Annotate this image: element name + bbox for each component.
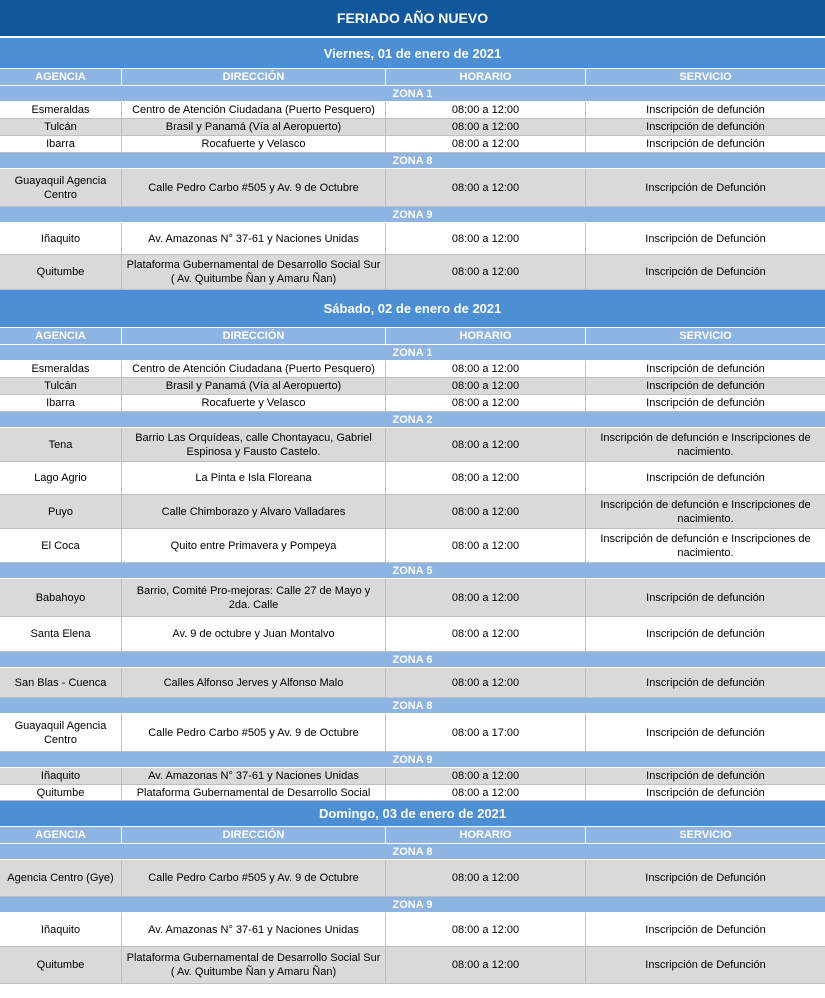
- table-row: [0, 668, 825, 698]
- zone-header: ZONA 8: [0, 844, 825, 860]
- agency-cell: Guayaquil Agencia Centro: [0, 714, 122, 751]
- agency-cell: Tulcán: [0, 119, 122, 135]
- agency-cell: Agencia Centro (Gye): [0, 860, 122, 896]
- service-cell: Inscripción de defunción: [586, 361, 825, 377]
- service-cell: Inscripción de defunción: [586, 136, 825, 152]
- day-header: Domingo, 03 de enero de 2021: [0, 801, 825, 827]
- address-cell: Quito entre Primavera y Pompeya: [122, 529, 386, 562]
- service-cell: Inscripción de defunción e Inscripciones de nacimiento.: [586, 495, 825, 528]
- address-cell: Calle Chimborazo y Alvaro Valladares: [122, 495, 386, 528]
- agency-cell: Tulcán: [0, 378, 122, 394]
- zone-header: ZONA 8: [0, 698, 825, 714]
- zone-header: ZONA 6: [0, 652, 825, 668]
- table-row: [0, 361, 825, 378]
- table-row: [0, 136, 825, 153]
- agency-cell: Guayaquil Agencia Centro: [0, 169, 122, 206]
- agency-cell: Esmeraldas: [0, 361, 122, 377]
- service-cell: Inscripción de defunción: [586, 462, 825, 494]
- hours-cell: 08:00 a 12:00: [386, 428, 586, 461]
- hours-cell: 08:00 a 12:00: [386, 913, 586, 946]
- service-cell: Inscripción de Defunción: [586, 947, 825, 983]
- address-cell: Av. Amazonas N° 37-61 y Naciones Unidas: [122, 223, 386, 254]
- day-header: Viernes, 01 de enero de 2021: [0, 38, 825, 69]
- agency-cell: Ibarra: [0, 395, 122, 411]
- service-cell: Inscripción de defunción: [586, 785, 825, 800]
- column-header-servicio: SERVICIO: [586, 69, 825, 85]
- hours-cell: 08:00 a 12:00: [386, 223, 586, 254]
- address-cell: Centro de Atención Ciudadana (Puerto Pesquero): [122, 102, 386, 118]
- table-row: [0, 579, 825, 617]
- zone-header: ZONA 9: [0, 897, 825, 913]
- column-header-agencia: AGENCIA: [0, 328, 122, 344]
- hours-cell: 08:00 a 12:00: [386, 102, 586, 118]
- hours-cell: 08:00 a 12:00: [386, 529, 586, 562]
- service-cell: Inscripción de defunción: [586, 395, 825, 411]
- hours-cell: 08:00 a 12:00: [386, 255, 586, 289]
- hours-cell: 08:00 a 12:00: [386, 768, 586, 784]
- column-header-agencia: AGENCIA: [0, 69, 122, 85]
- agency-cell: Esmeraldas: [0, 102, 122, 118]
- address-cell: Av. Amazonas N° 37-61 y Naciones Unidas: [122, 913, 386, 946]
- column-header-direccion: DIRECCIÓN: [122, 69, 386, 85]
- agency-cell: Iñaquito: [0, 913, 122, 946]
- agency-cell: San Blas - Cuenca: [0, 668, 122, 697]
- agency-cell: Quitumbe: [0, 947, 122, 983]
- hours-cell: 08:00 a 12:00: [386, 947, 586, 983]
- column-header-servicio: SERVICIO: [586, 328, 825, 344]
- address-cell: Rocafuerte y Velasco: [122, 136, 386, 152]
- table-row: [0, 785, 825, 801]
- service-cell: Inscripción de Defunción: [586, 255, 825, 289]
- hours-cell: 08:00 a 12:00: [386, 495, 586, 528]
- address-cell: Plataforma Gubernamental de Desarrollo Social Sur ( Av. Quitumbe Ñan y Amaru Ñan): [122, 947, 386, 983]
- service-cell: Inscripción de defunción: [586, 617, 825, 651]
- table-row: [0, 462, 825, 495]
- hours-cell: 08:00 a 12:00: [386, 462, 586, 494]
- address-cell: Rocafuerte y Velasco: [122, 395, 386, 411]
- table-row: [0, 617, 825, 652]
- hours-cell: 08:00 a 12:00: [386, 668, 586, 697]
- hours-cell: 08:00 a 17:00: [386, 714, 586, 751]
- table-row: [0, 119, 825, 136]
- agency-cell: Santa Elena: [0, 617, 122, 651]
- column-header-row: [0, 827, 825, 844]
- table-row: [0, 169, 825, 207]
- hours-cell: 08:00 a 12:00: [386, 785, 586, 800]
- zone-header: ZONA 1: [0, 345, 825, 361]
- schedule-days: [0, 38, 825, 984]
- hours-cell: 08:00 a 12:00: [386, 860, 586, 896]
- zone-header: ZONA 5: [0, 563, 825, 579]
- column-header-agencia: AGENCIA: [0, 827, 122, 843]
- table-row: [0, 714, 825, 752]
- address-cell: Brasil y Panamá (Vía al Aeropuerto): [122, 378, 386, 394]
- address-cell: Calle Pedro Carbo #505 y Av. 9 de Octubre: [122, 860, 386, 896]
- zone-header: ZONA 1: [0, 86, 825, 102]
- service-cell: Inscripción de Defunción: [586, 223, 825, 254]
- table-row: [0, 947, 825, 984]
- column-header-horario: HORARIO: [386, 69, 586, 85]
- address-cell: Barrio Las Orquídeas, calle Chontayacu, Gabriel Espinosa y Fausto Castelo.: [122, 428, 386, 461]
- service-cell: Inscripción de defunción: [586, 579, 825, 616]
- service-cell: Inscripción de defunción: [586, 714, 825, 751]
- column-header-direccion: DIRECCIÓN: [122, 328, 386, 344]
- agency-cell: Lago Agrio: [0, 462, 122, 494]
- address-cell: Plataforma Gubernamental de Desarrollo Social: [122, 785, 386, 800]
- hours-cell: 08:00 a 12:00: [386, 579, 586, 616]
- column-header-row: [0, 328, 825, 345]
- agency-cell: Babahoyo: [0, 579, 122, 616]
- zone-header: ZONA 9: [0, 752, 825, 768]
- column-header-row: [0, 69, 825, 86]
- table-row: [0, 378, 825, 395]
- address-cell: Calle Pedro Carbo #505 y Av. 9 de Octubre: [122, 169, 386, 206]
- hours-cell: 08:00 a 12:00: [386, 169, 586, 206]
- agency-cell: Tena: [0, 428, 122, 461]
- service-cell: Inscripción de Defunción: [586, 169, 825, 206]
- zone-header: ZONA 2: [0, 412, 825, 428]
- address-cell: Av. 9 de octubre y Juan Montalvo: [122, 617, 386, 651]
- hours-cell: 08:00 a 12:00: [386, 395, 586, 411]
- service-cell: Inscripción de Defunción: [586, 913, 825, 946]
- hours-cell: 08:00 a 12:00: [386, 617, 586, 651]
- address-cell: Calles Alfonso Jerves y Alfonso Malo: [122, 668, 386, 697]
- service-cell: Inscripción de defunción: [586, 378, 825, 394]
- agency-cell: Puyo: [0, 495, 122, 528]
- address-cell: Plataforma Gubernamental de Desarrollo Social Sur ( Av. Quitumbe Ñan y Amaru Ñan): [122, 255, 386, 289]
- table-row: [0, 495, 825, 529]
- hours-cell: 08:00 a 12:00: [386, 136, 586, 152]
- table-row: [0, 529, 825, 563]
- zone-header: ZONA 8: [0, 153, 825, 169]
- table-row: [0, 395, 825, 412]
- column-header-servicio: SERVICIO: [586, 827, 825, 843]
- table-row: [0, 102, 825, 119]
- service-cell: Inscripción de defunción: [586, 119, 825, 135]
- address-cell: La Pinta e Isla Floreana: [122, 462, 386, 494]
- column-header-horario: HORARIO: [386, 328, 586, 344]
- sheet-title: FERIADO AÑO NUEVO: [0, 0, 825, 38]
- service-cell: Inscripción de Defunción: [586, 860, 825, 896]
- table-row: [0, 860, 825, 897]
- zone-header: ZONA 9: [0, 207, 825, 223]
- address-cell: Av. Amazonas N° 37-61 y Naciones Unidas: [122, 768, 386, 784]
- table-row: [0, 255, 825, 290]
- column-header-horario: HORARIO: [386, 827, 586, 843]
- address-cell: Brasil y Panamá (Vía al Aeropuerto): [122, 119, 386, 135]
- table-row: [0, 428, 825, 462]
- service-cell: Inscripción de defunción e Inscripciones de nacimiento.: [586, 529, 825, 562]
- address-cell: Barrio, Comité Pro-mejoras: Calle 27 de Mayo y 2da. Calle: [122, 579, 386, 616]
- agency-cell: Ibarra: [0, 136, 122, 152]
- column-header-direccion: DIRECCIÓN: [122, 827, 386, 843]
- table-row: [0, 223, 825, 255]
- address-cell: Centro de Atención Ciudadana (Puerto Pesquero): [122, 361, 386, 377]
- service-cell: Inscripción de defunción: [586, 768, 825, 784]
- agency-cell: Iñaquito: [0, 223, 122, 254]
- agency-cell: Quitumbe: [0, 255, 122, 289]
- hours-cell: 08:00 a 12:00: [386, 119, 586, 135]
- table-row: [0, 768, 825, 785]
- address-cell: Calle Pedro Carbo #505 y Av. 9 de Octubre: [122, 714, 386, 751]
- agency-cell: El Coca: [0, 529, 122, 562]
- hours-cell: 08:00 a 12:00: [386, 361, 586, 377]
- hours-cell: 08:00 a 12:00: [386, 378, 586, 394]
- service-cell: Inscripción de defunción: [586, 102, 825, 118]
- table-row: [0, 913, 825, 947]
- day-header: Sábado, 02 de enero de 2021: [0, 290, 825, 328]
- agency-cell: Quitumbe: [0, 785, 122, 800]
- service-cell: Inscripción de defunción: [586, 668, 825, 697]
- agency-cell: Iñaquito: [0, 768, 122, 784]
- service-cell: Inscripción de defunción e Inscripciones de nacimiento.: [586, 428, 825, 461]
